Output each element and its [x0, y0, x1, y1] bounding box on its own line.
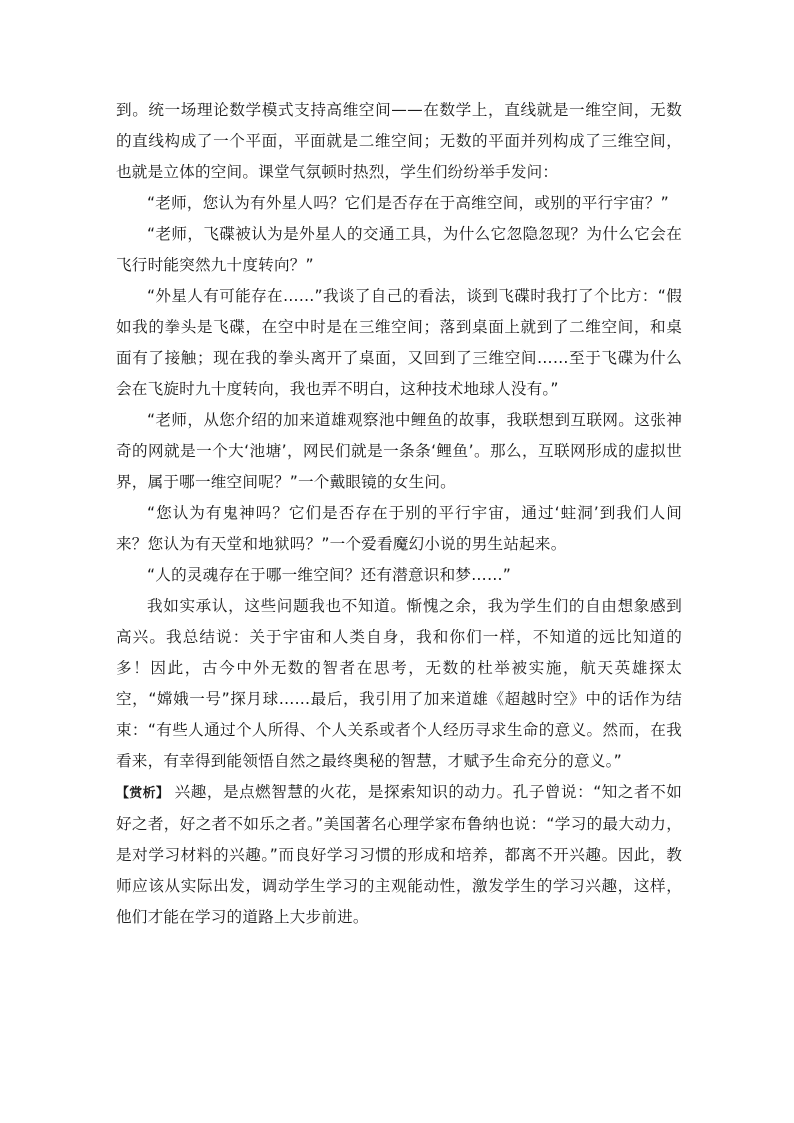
appreciation-label: 【赏析】	[116, 786, 170, 801]
paragraph-question-ghosts: “您认为有鬼神吗？它们是否存在于别的平行宇宙，通过‘蛀洞’到我们人间来？您认为有天堂和地狱吗？”一个爱看魔幻小说的男生站起来。	[116, 504, 682, 553]
paragraph-question-internet: “老师，从您介绍的加来道雄观察池中鲤鱼的故事，我联想到互联网。这张神奇的网就是一个大‘池塘’，网民们就是一条条‘鲤鱼’。那么，互联网形成的虚拟世界，属于哪一维空间呢？”一个戴眼镜的女生问。	[116, 411, 682, 491]
appreciation-section	[116, 777, 682, 933]
paragraph-question-aliens: “老师，您认为有外星人吗？它们是否存在于高维空间，或别的平行宇宙？”	[147, 194, 669, 212]
paragraph-opening: 到。统一场理论数学模式支持高维空间——在数学上，直线就是一维空间，无数的直线构成了一个平面，平面就是二维空间；无数的平面并列构成了三维空间，也就是立体的空间。课堂气氛顿时热烈，学生们纷纷举手发问：	[116, 101, 682, 181]
appreciation-text: 兴趣，是点燃智慧的火花，是探索知识的动力。孔子曾说：“知之者不如好之者，好之者不如乐之者。”美国著名心理学家布鲁纳也说：“学习的最大动力，是对学习材料的兴趣。”而良好学习习惯的形成和培养，都离不开兴趣。因此，教师应该从实际出发，调动学生学习的主观能动性，激发学生的学习兴趣，这样，他们才能在学习的道路上大步前进。	[116, 783, 682, 926]
paragraph-question-ufo: “老师，飞碟被认为是外星人的交通工具，为什么它忽隐忽现？为什么它会在飞行时能突然九十度转向？”	[116, 225, 682, 274]
paragraph-teacher-answer: “外星人有可能存在……”我谈了自己的看法，谈到飞碟时我打了个比方：“假如我的拳头是飞碟，在空中时是在三维空间；落到桌面上就到了二维空间，和桌面有了接触；现在我的拳头离开了桌面，又回到了三维空间……至于飞碟为什么会在飞旋时九十度转向，我也弄不明白，这种技术地球人没有。”	[116, 287, 682, 398]
paragraph-question-soul: “人的灵魂存在于哪一维空间？还有潜意识和梦……”	[147, 566, 512, 584]
document-page	[116, 95, 682, 933]
paragraph-conclusion: 我如实承认，这些问题我也不知道。惭愧之余，我为学生们的自由想象感到高兴。我总结说：关于宇宙和人类自身，我和你们一样，不知道的远比知道的多！因此，古今中外无数的智者在思考，无数的杜举被实施，航天英雄探太空，“嫦娥一号”探月球……最后，我引用了加来道雄《超越时空》中的话作为结束：“有些人通过个人所得、个人关系或者个人经历寻求生命的意义。然而，在我看来，有幸得到能领悟自然之最终奥秘的智慧，才赋予生命充分的意义。”	[116, 597, 682, 770]
